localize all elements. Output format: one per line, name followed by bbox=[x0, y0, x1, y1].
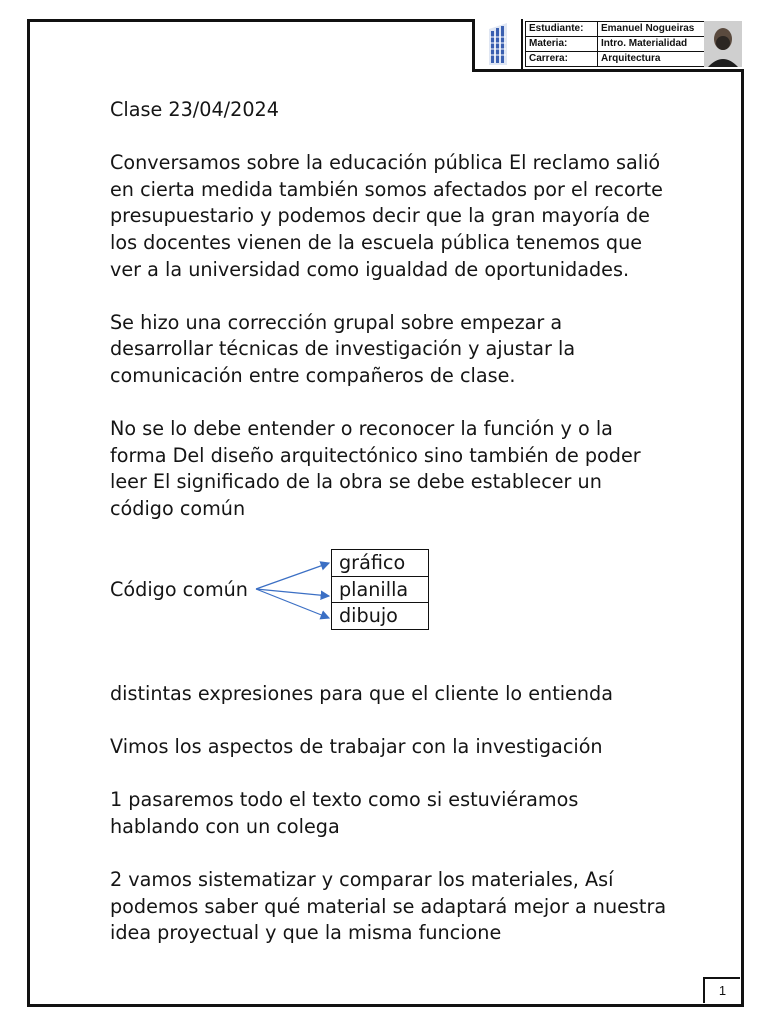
field-value: Emanuel Nogueiras bbox=[598, 22, 705, 37]
paragraph: Se hizo una corrección grupal sobre empezar a desarrollar técnicas de investigación y ajustar la comunicación entre compañeros de clase. bbox=[110, 310, 576, 387]
info-row bbox=[526, 52, 705, 67]
page-number: 1 bbox=[703, 977, 740, 1003]
info-row bbox=[526, 22, 705, 37]
student-info-table bbox=[525, 21, 705, 67]
arrow-to-planilla bbox=[256, 589, 329, 596]
field-label: Estudiante: bbox=[526, 22, 598, 37]
paragraph: distintas expresiones para que el cliente lo entienda bbox=[110, 682, 613, 706]
option-planilla: planilla bbox=[332, 577, 428, 604]
header-block bbox=[472, 19, 744, 72]
option-dibujo: dibujo bbox=[339, 604, 398, 628]
option-grafico: gráfico bbox=[332, 550, 428, 577]
paragraph: Conversamos sobre la educación pública El reclamo salió en cierta medida también somos afectados por el recorte presupuestario y podemos decir que la gran mayoría de los docentes vienen de la escuela pública tenemos que ver a la universidad como igualdad de oportunidades. bbox=[110, 151, 663, 281]
diagram-arrows bbox=[110, 549, 350, 639]
common-code-diagram bbox=[110, 549, 670, 655]
student-photo bbox=[704, 21, 742, 67]
building-logo-icon bbox=[475, 19, 523, 69]
paragraph: No se lo debe entender o reconocer la función y o la forma Del diseño arquitectónico sino también de poder leer El significado de la obra se debe establecer un código común bbox=[110, 417, 641, 520]
class-date: Clase 23/04/2024 bbox=[110, 98, 279, 121]
arrow-to-grafico bbox=[256, 563, 329, 589]
paragraph: Vimos los aspectos de trabajar con la investigación bbox=[110, 735, 603, 759]
arrow-to-dibujo bbox=[256, 589, 329, 618]
paragraph: 1 pasaremos todo el texto como si estuviéramos hablando con un colega bbox=[110, 788, 579, 839]
field-value: Arquitectura bbox=[598, 52, 705, 67]
field-value: Intro. Materialidad bbox=[598, 37, 705, 52]
code-options-box bbox=[331, 549, 429, 630]
field-label: Materia: bbox=[526, 37, 598, 52]
paragraph: 2 vamos sistematizar y comparar los materiales, Así podemos saber qué material se adaptará mejor a nuestra idea proyectual y que la misma funcione bbox=[110, 868, 667, 945]
diagram-label: Código común bbox=[110, 578, 248, 602]
info-row bbox=[526, 37, 705, 52]
field-label: Carrera: bbox=[526, 52, 598, 67]
document-body bbox=[110, 97, 670, 974]
